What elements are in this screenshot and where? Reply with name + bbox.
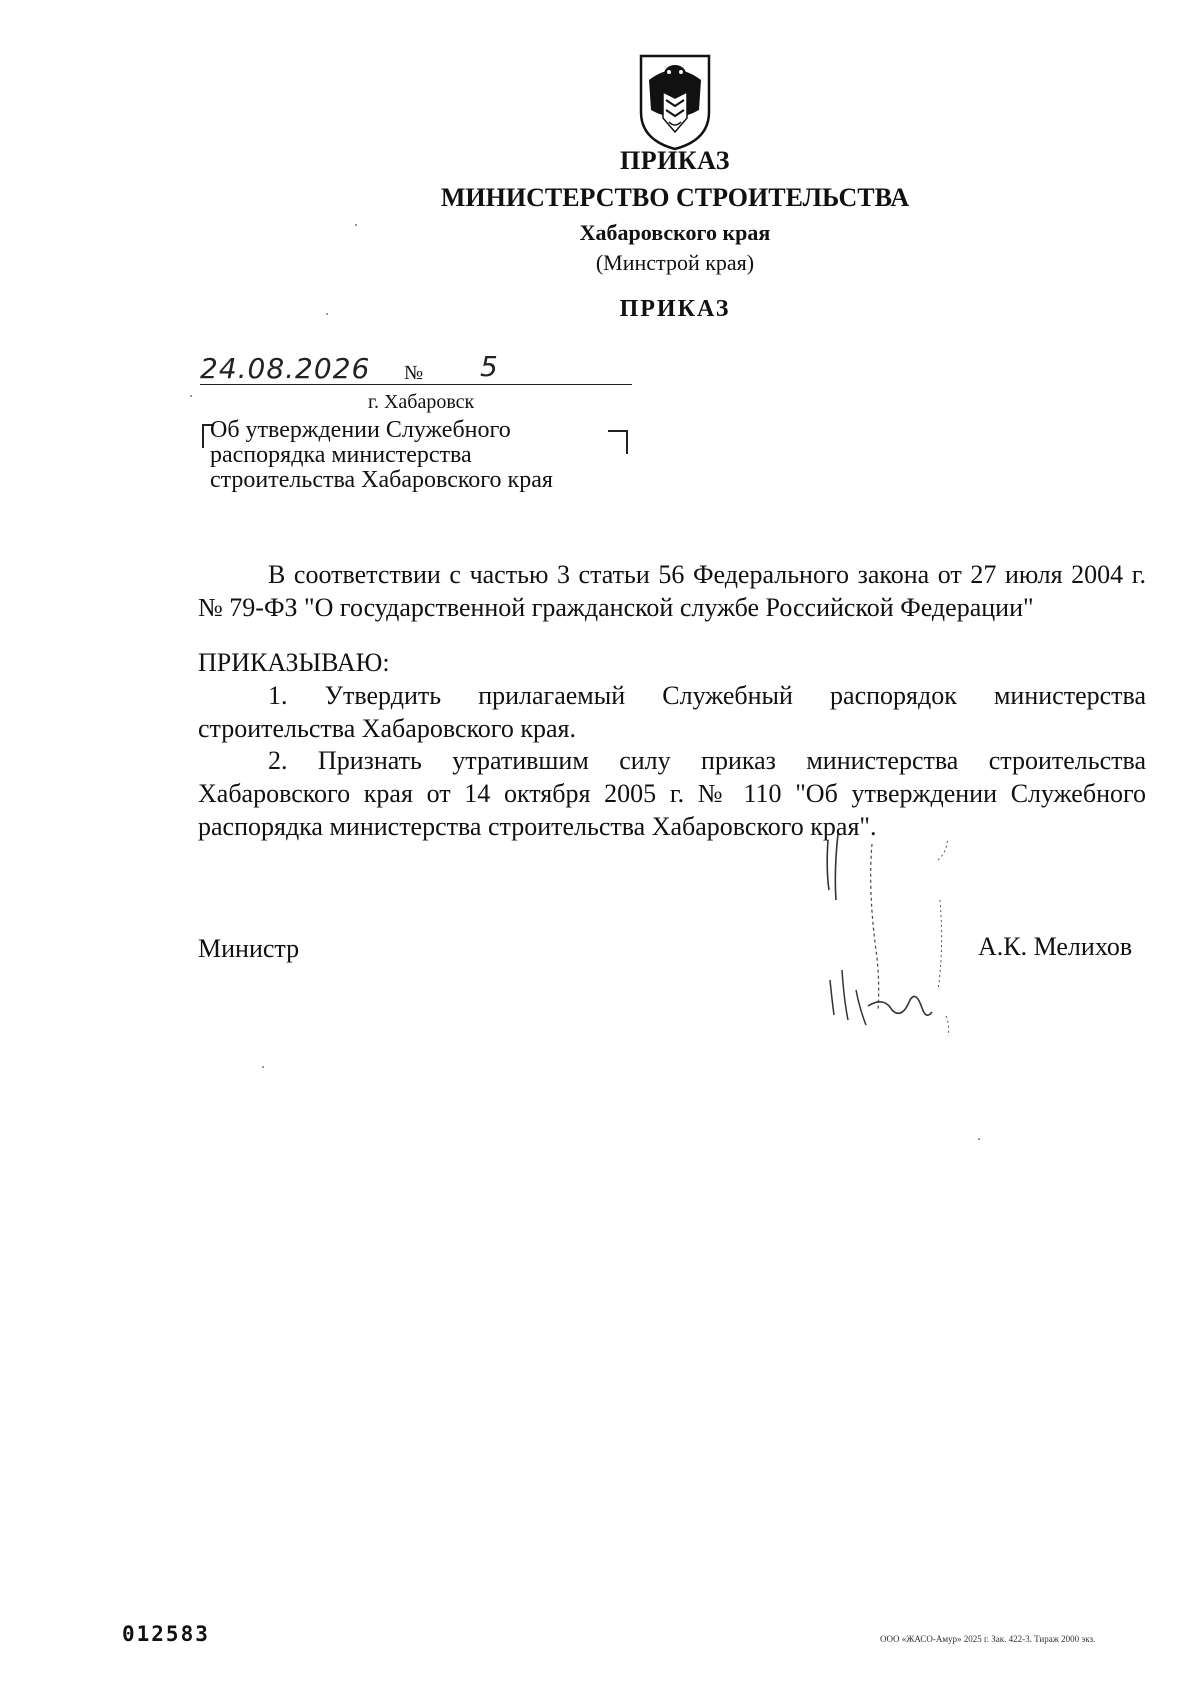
order-item: 2. Признать утратившим силу приказ министерства строительства Хабаровского края от 14 октября 2005 г. № 110 "Об утверждении Служебного распорядка министерства строительства Хабаровского края". bbox=[198, 746, 1146, 841]
subject-line: распорядка министерства bbox=[210, 442, 472, 468]
organization-region: Хабаровского края bbox=[579, 220, 771, 245]
organization-name: МИНИСТЕРСТВО СТРОИТЕЛЬСТВА bbox=[440, 183, 910, 212]
document-subject bbox=[210, 418, 630, 493]
scan-speck bbox=[190, 395, 192, 397]
preamble-paragraph: В соответствии с частью 3 статьи 56 Федерального закона от 27 июля 2004 г. № 79-ФЗ "О государственной гражданской службе Российской Федерации" bbox=[198, 560, 1146, 622]
organization-short-name: (Минстрой края) bbox=[595, 250, 755, 275]
scan-speck bbox=[355, 224, 357, 226]
printer-imprint: ООО «ЖАСО-Амур» 2025 г. Зак. 422-3. Тираж 2000 экз. bbox=[880, 1634, 1096, 1644]
scan-speck bbox=[262, 1066, 264, 1068]
issue-city: г. Хабаровск bbox=[368, 391, 475, 413]
document-type-heading: ПРИКАЗ bbox=[619, 296, 731, 322]
scan-speck bbox=[326, 313, 328, 315]
order-word: ПРИКАЗЫВАЮ: bbox=[198, 648, 390, 677]
subject-line: строительства Хабаровского края bbox=[210, 467, 553, 493]
handwritten-document-number: 5 bbox=[480, 350, 499, 383]
form-serial-number: 012583 bbox=[122, 1622, 210, 1646]
stamp-order-title: ПРИКАЗ bbox=[619, 146, 731, 175]
handwritten-signature bbox=[820, 830, 990, 1040]
order-item: 1. Утвердить прилагаемый Служебный распорядок министерства строительства Хабаровского края. bbox=[198, 681, 1146, 743]
signatory-title: Министр bbox=[198, 934, 300, 963]
handwritten-date: 24.08.2026 bbox=[200, 352, 371, 385]
subject-line: Об утверждении Служебного bbox=[210, 417, 511, 443]
signatory-name: А.К. Мелихов bbox=[978, 932, 1133, 961]
scan-speck bbox=[978, 1138, 980, 1140]
number-sign: № bbox=[404, 362, 424, 384]
khabarovsk-krai-coat-of-arms-icon bbox=[635, 52, 715, 152]
